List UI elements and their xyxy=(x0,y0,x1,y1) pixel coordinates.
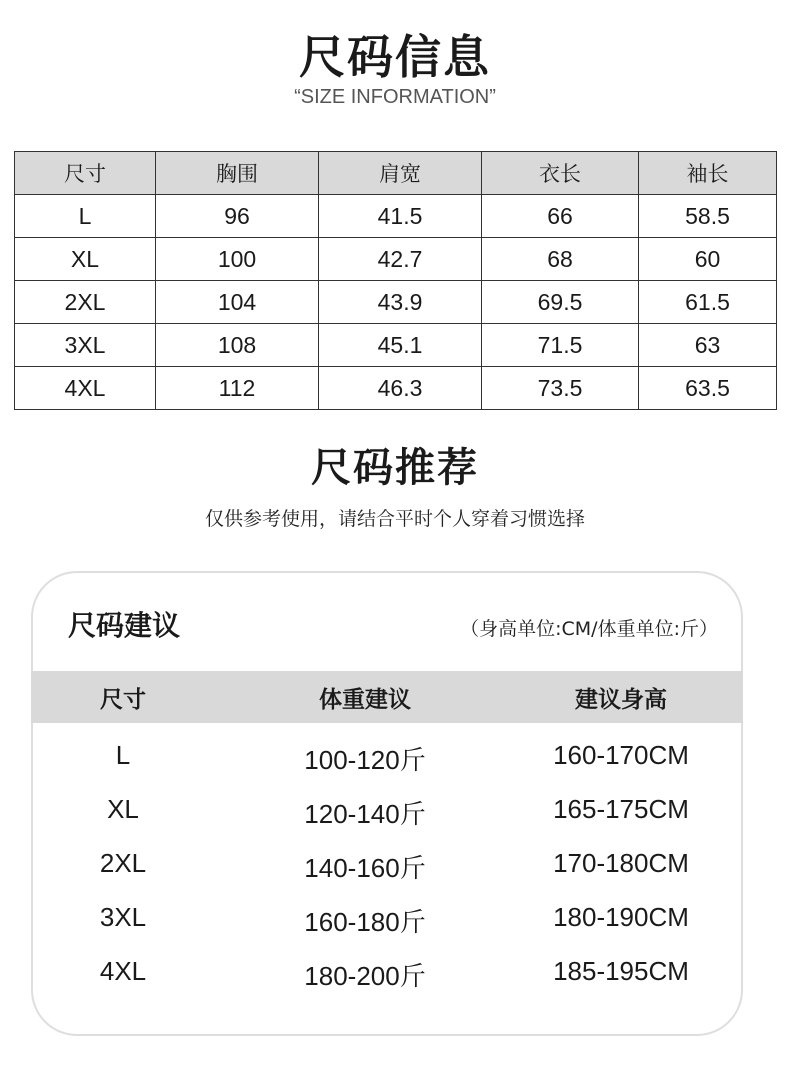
size-table-header: 胸围 xyxy=(156,152,319,195)
table-cell: 43.9 xyxy=(319,281,482,324)
table-cell: L xyxy=(15,195,156,238)
table-row xyxy=(15,324,777,367)
size-table-header: 衣长 xyxy=(482,152,639,195)
table-cell: 160-180斤 xyxy=(304,907,426,937)
table-row xyxy=(31,740,743,790)
table-cell: 66 xyxy=(482,195,639,238)
table-cell: 3XL xyxy=(15,324,156,367)
table-row xyxy=(15,367,777,410)
table-cell: 45.1 xyxy=(319,324,482,367)
table-cell: 120-140斤 xyxy=(304,799,426,829)
table-row xyxy=(15,195,777,238)
table-cell: 60 xyxy=(639,238,777,281)
table-cell: 58.5 xyxy=(639,195,777,238)
table-cell: 73.5 xyxy=(482,367,639,410)
table-cell: 108 xyxy=(156,324,319,367)
table-cell: 63 xyxy=(639,324,777,367)
table-cell: XL xyxy=(15,238,156,281)
table-row xyxy=(31,794,743,844)
recommend-header-row xyxy=(31,671,743,723)
table-cell: 3XL xyxy=(99,902,147,932)
table-cell: 68 xyxy=(482,238,639,281)
table-row xyxy=(15,281,777,324)
table-cell: 61.5 xyxy=(639,281,777,324)
size-table-header: 肩宽 xyxy=(319,152,482,195)
table-cell: 140-160斤 xyxy=(304,853,426,883)
table-cell: 69.5 xyxy=(482,281,639,324)
recommend-header: 体重建议 xyxy=(319,686,411,713)
table-cell: 165-175CM xyxy=(553,794,689,824)
table-cell: 160-170CM xyxy=(553,740,689,770)
table-cell: 4XL xyxy=(99,956,147,986)
table-cell: 185-195CM xyxy=(553,956,689,986)
size-recommend-subtitle: 仅供参考使用，请结合平时个人穿着习惯选择 xyxy=(204,508,585,530)
card-title: 尺码建议 xyxy=(68,609,181,642)
table-cell: 2XL xyxy=(99,848,147,878)
table-row xyxy=(15,238,777,281)
size-table-header-row xyxy=(15,152,777,195)
size-info-subtitle: “SIZE INFORMATION” xyxy=(294,86,496,108)
table-cell: L xyxy=(115,740,131,770)
table-cell: 104 xyxy=(156,281,319,324)
table-cell: 180-200斤 xyxy=(304,961,426,991)
table-cell: 112 xyxy=(156,367,319,410)
table-cell: 63.5 xyxy=(639,367,777,410)
size-info-title: 尺码信息 xyxy=(299,30,491,84)
size-table-header: 袖长 xyxy=(639,152,777,195)
units-note: （身高单位:CM/体重单位:斤） xyxy=(460,618,718,640)
table-row xyxy=(31,956,743,1006)
table-cell: 100-120斤 xyxy=(304,745,426,775)
size-recommend-title: 尺码推荐 xyxy=(311,445,479,491)
table-cell: 41.5 xyxy=(319,195,482,238)
table-cell: 2XL xyxy=(15,281,156,324)
size-info-table xyxy=(14,151,777,410)
table-row xyxy=(31,902,743,952)
table-row xyxy=(31,848,743,898)
table-cell: XL xyxy=(107,794,139,824)
table-cell: 71.5 xyxy=(482,324,639,367)
table-cell: 170-180CM xyxy=(553,848,689,878)
table-cell: 96 xyxy=(156,195,319,238)
recommend-header: 尺寸 xyxy=(100,686,146,713)
recommend-header: 建议身高 xyxy=(575,686,667,713)
table-cell: 46.3 xyxy=(319,367,482,410)
table-cell: 100 xyxy=(156,238,319,281)
table-cell: 4XL xyxy=(15,367,156,410)
table-cell: 180-190CM xyxy=(553,902,689,932)
table-cell: 42.7 xyxy=(319,238,482,281)
size-table-header: 尺寸 xyxy=(15,152,156,195)
